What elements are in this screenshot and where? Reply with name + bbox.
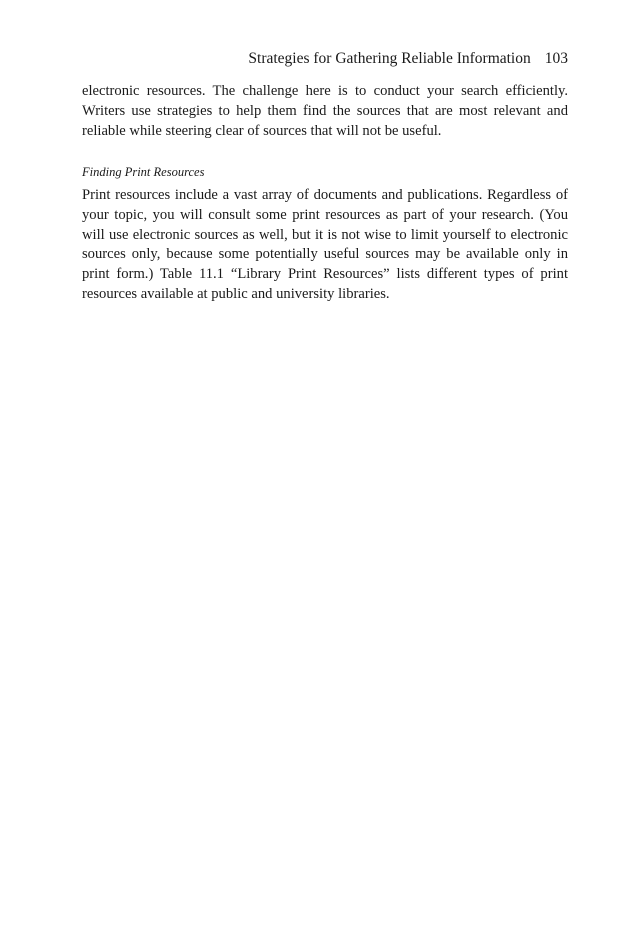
section-subheading: Finding Print Resources	[82, 165, 205, 179]
running-title: Strategies for Gathering Reliable Information	[248, 50, 531, 67]
running-header	[248, 50, 568, 68]
paragraph-print-resources: Print resources include a vast array of documents and publications. Regardless of your topic, you will consult some print resources as part of your research. (You will use electronic sources as well, but it is not wise to limit yourself to electronic sources only, because some potentially useful sources may be available only in print form.) Table 11.1 “Library Print Resources” lists different types of print resources available at public and university libraries.	[82, 187, 568, 302]
page-number: 103	[544, 50, 568, 67]
paragraph-continued: electronic resources. The challenge here is to conduct your search efficiently. Writers use strategies to help them find the sources that are most relevant and reliable while steering clear of sources that will not be useful.	[82, 83, 568, 139]
